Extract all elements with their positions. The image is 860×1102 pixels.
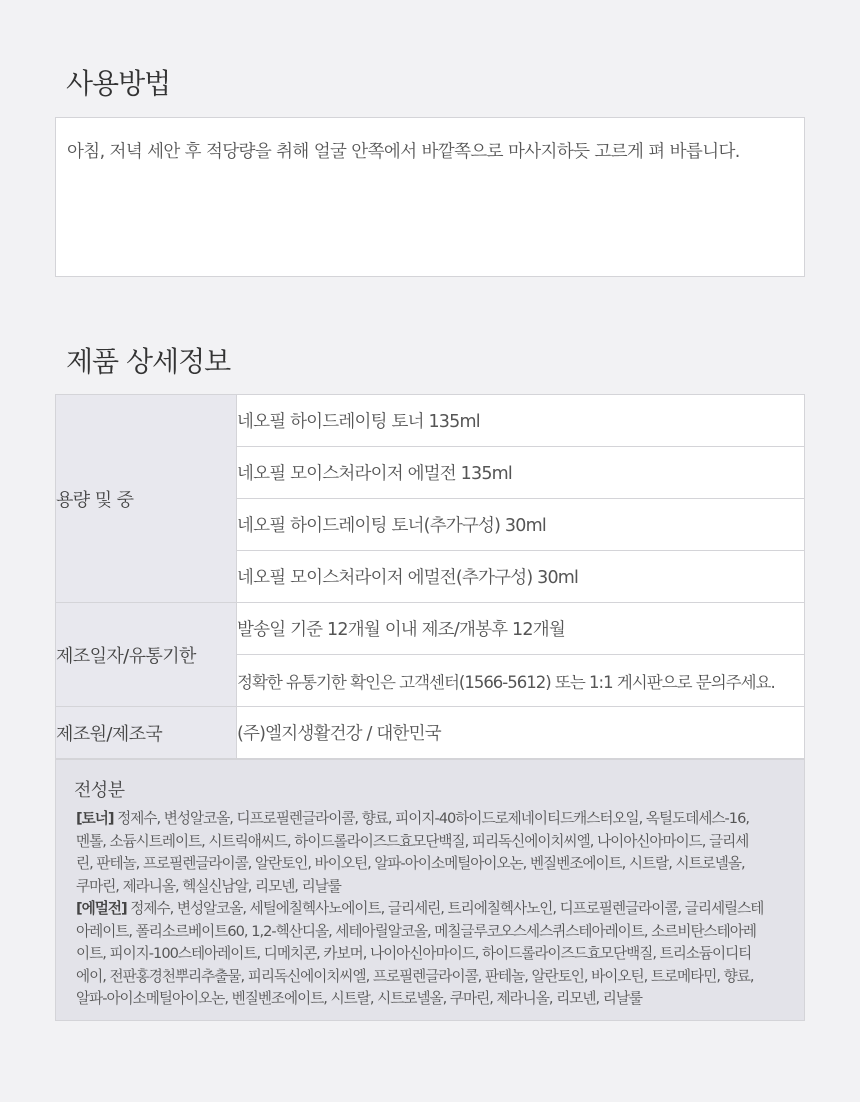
ingredients-line: [76, 898, 794, 921]
usage-section-title: 사용방법: [66, 67, 171, 100]
product-detail-table: [55, 394, 805, 759]
row-value: 발송일 기준 12개월 이내 제조/개봉후 12개월: [237, 603, 805, 655]
table-row: [56, 395, 805, 447]
detail-section-title: 제품 상세정보: [66, 345, 231, 378]
ingredients-title: 전성분: [74, 780, 125, 801]
row-value: 네오필 하이드레이팅 토너(추가구성) 30ml: [237, 499, 805, 551]
row-label-manufacturer: 제조원/제조국: [56, 707, 237, 759]
ingredients-line: 린, 판테놀, 프로필렌글라이콜, 알란토인, 바이오틴, 알파-아이소메틸아이오논, 벤질벤조에이트, 시트랄, 시트로넬올,: [76, 855, 745, 872]
ingredients-line: 알파-아이소메틸아이오논, 벤질벤조에이트, 시트랄, 시트로넬올, 쿠마린, 제라니올, 리모넨, 리날룰: [76, 990, 643, 1007]
toner-text: 정제수, 변성알코올, 디프로필렌글라이콜, 향료, 피이지-40하이드로제네이티드캐스터오일, 옥틸도데세스-16,: [113, 810, 749, 827]
ingredients-body: [76, 808, 794, 1011]
emulsion-text: 정제수, 변성알코올, 세틸에칠헥사노에이트, 글리세린, 트리에칠헥사노인, 디프로필렌글라이콜, 글리세릴스테: [126, 900, 764, 917]
row-value: 정확한 유통기한 확인은 고객센터(1566-5612) 또는 1:1 게시판으로 문의주세요.: [237, 655, 805, 707]
ingredients-line: [76, 808, 794, 831]
row-label-expiry: 제조일자/유통기한: [56, 603, 237, 707]
row-value: 네오필 모이스처라이저 에멀전 135ml: [237, 447, 805, 499]
row-value: (주)엘지생활건강 / 대한민국: [237, 707, 805, 759]
ingredients-line: 에이, 전판홍경천뿌리추출물, 피리독신에이치씨엘, 프로필렌글라이콜, 판테놀, 알란토인, 바이오틴, 트로메타민, 향료,: [76, 967, 754, 985]
usage-text: 아침, 저녁 세안 후 적당량을 취해 얼굴 안쪽에서 바깥쪽으로 마사지하듯 고르게 펴 바릅니다.: [67, 142, 740, 162]
ingredients-box: [55, 759, 805, 1021]
table-row: [56, 603, 805, 655]
ingredients-line: 이트, 피이지-100스테아레이트, 디메치콘, 카보머, 나이아신아마이드, 하이드롤라이즈드효모단백질, 트리소듐이디티: [76, 945, 752, 962]
ingredients-line: 멘톨, 소듐시트레이트, 시트릭애씨드, 하이드롤라이즈드효모단백질, 피리독신에이치씨엘, 나이아신아마이드, 글리세: [76, 832, 749, 850]
row-label-capacity: 용량 및 중: [56, 395, 237, 603]
usage-box: [55, 117, 805, 277]
row-value: 네오필 하이드레이팅 토너 135ml: [237, 395, 805, 447]
table-row: [56, 707, 805, 759]
toner-tag: [토너]: [76, 810, 114, 827]
emulsion-tag: [에멀전]: [76, 900, 127, 917]
ingredients-line: 쿠마린, 제라니올, 헥실신남알, 리모넨, 리날룰: [76, 877, 341, 895]
ingredients-line: 아레이트, 폴리소르베이트60, 1,2-헥산디올, 세테아릴알코올, 메칠글루코오스세스퀴스테아레이트, 소르비탄스테아레: [76, 922, 756, 940]
row-value: 네오필 모이스처라이저 에멀전(추가구성) 30ml: [237, 551, 805, 603]
